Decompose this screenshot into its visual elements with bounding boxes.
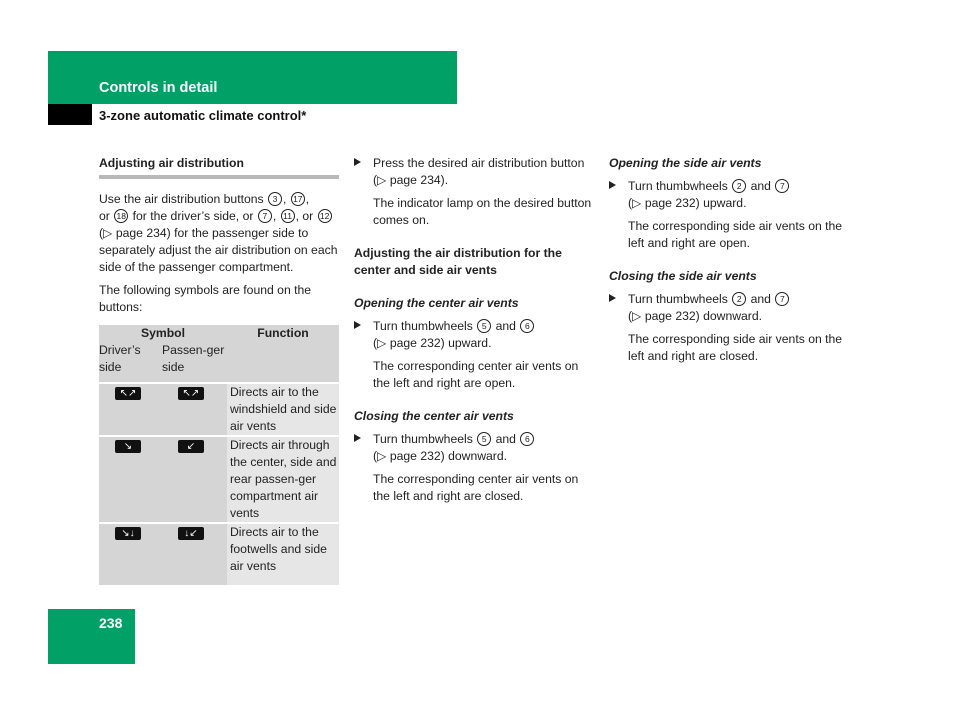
center-air-icon: ↙ [178, 440, 204, 453]
page-number: 238 [99, 615, 123, 631]
function-header: Function [227, 325, 339, 342]
heading-opening-center-vents: Opening the center air vents [354, 296, 519, 310]
page-subtitle: 3-zone automatic climate control* [99, 108, 307, 123]
step-close-center: Turn thumbwheels 5 and 6 (▷ page 232) downward. [354, 431, 594, 465]
button-number-12: 12 [318, 209, 332, 223]
black-tab-marker [48, 104, 92, 125]
step-close-side: Turn thumbwheels 2 and 7 (▷ page 232) downward. [609, 291, 849, 325]
step-open-center: Turn thumbwheels 5 and 6 (▷ page 232) upward. [354, 318, 594, 352]
table-row [99, 383, 339, 436]
button-number-17: 17 [291, 192, 305, 206]
header-bar [48, 51, 457, 104]
symbols-intro: The following symbols are found on the buttons: [99, 283, 312, 314]
footwell-air-icon: ↘↓ [115, 527, 141, 540]
button-number-3: 3 [268, 192, 282, 206]
table-row [99, 523, 339, 585]
heading-closing-side-vents: Closing the side air vents [609, 269, 757, 283]
step-note: The indicator lamp on the desired button comes on. [373, 196, 592, 227]
symbol-header: Symbol [99, 325, 227, 342]
button-number-7: 7 [258, 209, 272, 223]
column-middle [354, 155, 594, 505]
function-text: Directs air through the center, side and rear passen-ger compartment air vents [227, 436, 339, 523]
step-note: The corresponding center air vents on the left and right are closed. [373, 472, 579, 503]
heading-center-side-vents: Adjusting the air distribution for the center and side air vents [354, 246, 562, 277]
step-note: The corresponding side air vents on the left and right are open. [628, 219, 843, 250]
function-text: Directs air to the footwells and side air vents [227, 523, 339, 585]
button-number-11: 11 [281, 209, 295, 223]
table-row [99, 436, 339, 523]
column-right [609, 155, 849, 365]
symbol-table [99, 325, 339, 585]
center-air-icon: ↘ [115, 440, 141, 453]
step-arrow-icon [354, 321, 361, 329]
column-left [99, 155, 339, 316]
step-open-side: Turn thumbwheels 2 and 7 (▷ page 232) upward. [609, 178, 849, 212]
intro-paragraph: Use the air distribution buttons 3 , 17 , or 18 for the driver’s side, or 7 , 11 , or 12 (▷ page 234) for the passenger side to separately adjust the air distribution on each side of the passenger compartment. [99, 192, 338, 274]
heading-adjusting-air-distribution: Adjusting air distribution [99, 155, 339, 179]
windshield-side-air-icon: ↖↗ [115, 387, 141, 400]
function-text: Directs air to the windshield and side air vents [227, 383, 339, 436]
step-arrow-icon [354, 434, 361, 442]
step-note: The corresponding side air vents on the left and right are closed. [628, 332, 843, 363]
windshield-side-air-icon: ↖↗ [178, 387, 204, 400]
driver-side-label: Driver’s side [99, 342, 162, 383]
step-arrow-icon [609, 294, 616, 302]
heading-opening-side-vents: Opening the side air vents [609, 156, 762, 170]
step-arrow-icon [609, 181, 616, 189]
button-number-18: 18 [114, 209, 128, 223]
passenger-side-label: Passen-ger side [162, 342, 227, 383]
heading-closing-center-vents: Closing the center air vents [354, 409, 514, 423]
footwell-air-icon: ↓↙ [178, 527, 204, 540]
step-press-button: Press the desired air distribution button (▷ page 234). [354, 155, 594, 189]
step-note: The corresponding center air vents on the left and right are open. [373, 359, 579, 390]
step-arrow-icon [354, 158, 361, 166]
section-title: Controls in detail [99, 80, 218, 96]
